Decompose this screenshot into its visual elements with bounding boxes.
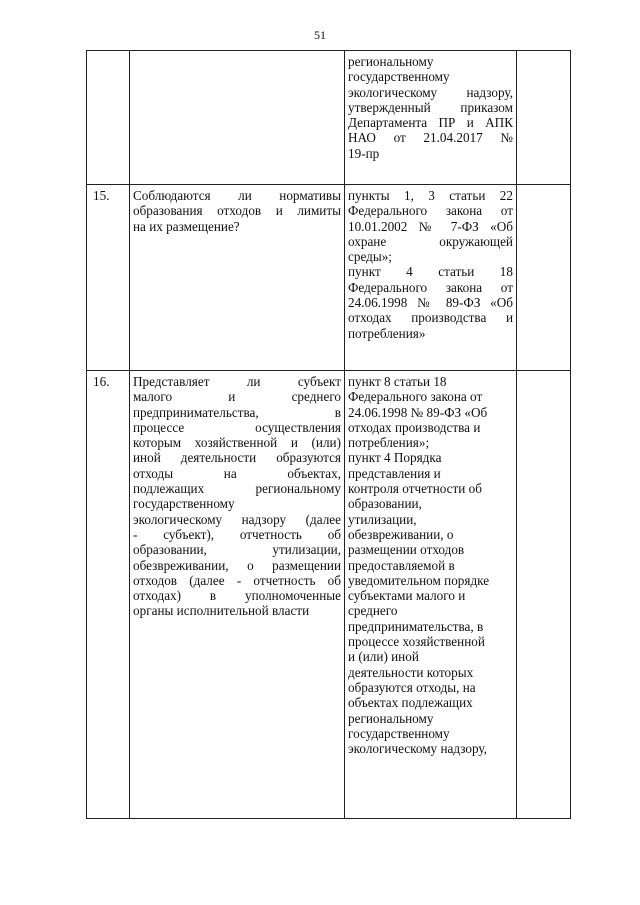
question-line: отходов (далее - отчетность об [133,572,341,588]
question-cell [130,51,345,185]
question-line: органы исполнительной власти [133,603,310,619]
basis-line: субъектами малого и [348,588,466,604]
legal-basis-cell [345,51,517,185]
basis-line: образовании, [348,496,422,512]
basis-line: пункты 1, 3 статьи 22 [348,188,513,203]
basis-line: обезвреживании, о [348,526,454,542]
row-number-cell [87,51,130,185]
basis-line: Федерального закона от [348,279,513,295]
table-row [87,51,571,185]
question-line: отходы на объектах, [133,465,341,481]
question-line: иной деятельности образуются [133,450,341,466]
row-number-cell: 15. [87,185,130,371]
basis-line: пункт 4 статьи 18 [348,264,513,280]
answer-cell [517,371,571,819]
table-row [87,185,571,371]
basis-line: представления и [348,465,441,481]
basis-line: отходах производства и [348,310,513,326]
basis-line: отходах производства и [348,419,481,435]
basis-line: региональному [348,710,434,726]
basis-line: размещении отходов [348,542,465,558]
basis-line: деятельности которых [348,664,474,680]
question-cell [130,185,345,371]
basis-line: потребления» [348,325,426,341]
basis-line: предоставляемой в [348,557,455,573]
legal-basis-cell [345,185,517,371]
question-line: экологическому надзору (далее [133,511,341,527]
basis-line: и (или) иной [348,649,419,665]
page-number: 51 [314,28,326,42]
basis-line: среды»; [348,249,392,265]
question-line: Представляет ли субъект [133,374,341,389]
basis-line: среднего [348,603,398,619]
answer-cell [517,51,571,185]
question-line: малого и среднего [133,389,341,405]
basis-line: образуются отходы, на [348,679,476,695]
question-line: - субъект), отчетность об [133,526,341,542]
checklist-table [86,50,571,819]
row-number-cell: 16. [87,371,130,819]
legal-basis-cell [345,371,517,819]
basis-line: 19-пр [348,145,380,161]
basis-line: региональному [348,54,434,69]
basis-line: 10.01.2002 № 7-ФЗ «Об [348,218,513,234]
question-line: обезвреживании, о размещении [133,557,341,573]
basis-line: утилизации, [348,511,417,527]
basis-line: экологическому надзору, [348,84,513,100]
question-line: государственному [133,496,235,512]
basis-line: уведомительном порядке [348,572,490,588]
question-line: предпринимательства, в [133,404,341,420]
question-line: процессе осуществления [133,419,341,435]
basis-line: Департамента ПР и АПК [348,115,513,131]
basis-line: государственному [348,69,450,85]
question-line: на их размещение? [133,218,240,234]
question-line: образовании, утилизации, [133,542,341,558]
question-cell [130,371,345,819]
basis-line: потребления»; [348,435,430,451]
basis-line: объектах подлежащих [348,695,473,711]
basis-line: утвержденный приказом [348,99,513,115]
question-line: образования отходов и лимиты [133,203,341,219]
basis-line: экологическому надзору, [348,741,487,757]
table-row [87,371,571,819]
basis-line: предпринимательства, в [348,618,484,634]
question-line: Соблюдаются ли нормативы [133,188,341,203]
answer-cell [517,185,571,371]
question-line: отходах) в уполномоченные [133,588,341,604]
basis-line: охране окружающей [348,233,513,249]
basis-line: государственному [348,725,450,741]
basis-line: процессе хозяйственной [348,634,485,650]
basis-line: НАО от 21.04.2017 № [348,130,513,146]
basis-line: Федерального закона от [348,389,483,405]
basis-line: пункт 8 статьи 18 [348,374,447,389]
basis-line: пункт 4 Порядка [348,450,442,466]
basis-line: Федерального закона от [348,203,513,219]
basis-line: 24.06.1998 № 89-ФЗ «Об [348,295,513,311]
basis-line: 24.06.1998 № 89-ФЗ «Об [348,404,488,420]
question-line: которым хозяйственной и (или) [133,435,341,451]
basis-line: контроля отчетности об [348,481,482,497]
question-line: подлежащих региональному [133,481,341,497]
